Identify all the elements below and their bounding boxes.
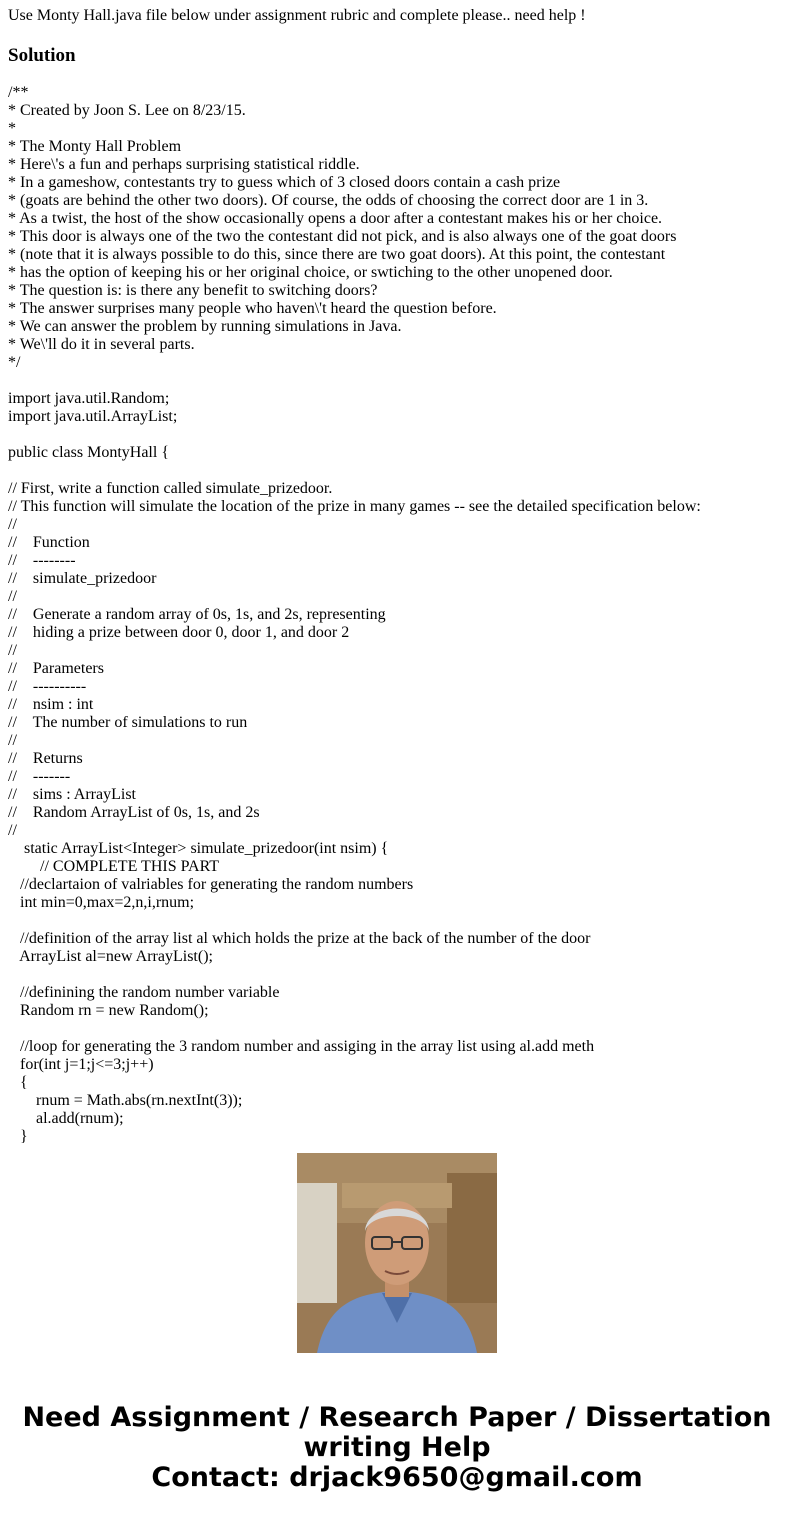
code-line: { xyxy=(8,1074,28,1091)
code-line: * Created by Joon S. Lee on 8/23/15. xyxy=(8,102,246,119)
code-line: * The question is: is there any benefit to switching doors? xyxy=(8,282,378,299)
question-text: Use Monty Hall.java file below under assignment rubric and complete please.. need help ! xyxy=(8,7,586,24)
code-line: * xyxy=(8,120,16,137)
code-line: * (note that it is always possible to do this, since there are two goat doors). At this point, the contestant xyxy=(8,246,666,263)
code-line: //declartaion of valriables for generating the random numbers xyxy=(8,876,414,893)
code-line: * We\'ll do it in several parts. xyxy=(8,336,195,353)
solution-heading: Solution xyxy=(8,45,76,66)
code-line xyxy=(8,462,788,480)
code-line: // ---------- xyxy=(8,678,87,695)
code-line: rnum = Math.abs(rn.nextInt(3)); xyxy=(8,1092,243,1109)
code-line: // xyxy=(8,516,17,533)
code-line: // Parameters xyxy=(8,660,104,677)
code-line: // Generate a random array of 0s, 1s, and 2s, representing xyxy=(8,606,386,623)
code-line xyxy=(8,966,788,984)
code-line: //definition of the array list al which holds the prize at the back of the number of the door xyxy=(8,930,591,947)
code-line: ArrayList al=new ArrayList(); xyxy=(8,948,213,965)
code-line: // Returns xyxy=(8,750,83,767)
code-line: } xyxy=(8,1128,28,1145)
promo-line-1: Need Assignment / Research Paper / Dissertation xyxy=(22,1402,772,1433)
code-line: * Here\'s a fun and perhaps surprising statistical riddle. xyxy=(8,156,360,173)
code-line: import java.util.Random; xyxy=(8,390,170,407)
code-line: // Function xyxy=(8,534,90,551)
code-line: * has the option of keeping his or her original choice, or swtiching to the other unopened door. xyxy=(8,264,613,281)
code-line: // -------- xyxy=(8,552,76,569)
code-line: Random rn = new Random(); xyxy=(8,1002,209,1019)
code-line: * The Monty Hall Problem xyxy=(8,138,182,155)
promo-banner xyxy=(0,1403,794,1493)
code-line: // hiding a prize between door 0, door 1, and door 2 xyxy=(8,624,350,641)
code-line: * We can answer the problem by running simulations in Java. xyxy=(8,318,402,335)
code-line: */ xyxy=(8,354,21,371)
code-line: al.add(rnum); xyxy=(8,1110,124,1127)
promo-line-2: writing Help xyxy=(303,1432,491,1463)
code-line: import java.util.ArrayList; xyxy=(8,408,178,425)
code-line: * In a gameshow, contestants try to guess which of 3 closed doors contain a cash prize xyxy=(8,174,561,191)
code-line xyxy=(8,1020,788,1038)
code-line: * This door is always one of the two the contestant did not pick, and is also always one of the goat doors xyxy=(8,228,677,245)
code-line: // sims : ArrayList xyxy=(8,786,136,803)
code-line: * (goats are behind the other two doors). Of course, the odds of choosing the correct door are 1 in 3. xyxy=(8,192,649,209)
code-line: int min=0,max=2,n,i,rnum; xyxy=(8,894,195,911)
code-line: * As a twist, the host of the show occasionally opens a door after a contestant makes his or her choice. xyxy=(8,210,663,227)
code-line: static ArrayList<Integer> simulate_prizedoor(int nsim) { xyxy=(8,840,389,857)
code-line xyxy=(8,426,788,444)
author-photo xyxy=(297,1153,497,1353)
code-line xyxy=(8,912,788,930)
code-line: // xyxy=(8,732,17,749)
code-line: // nsim : int xyxy=(8,696,94,713)
code-line: // ------- xyxy=(8,768,71,785)
code-line: /** xyxy=(8,84,29,101)
code-line: // xyxy=(8,822,17,839)
code-line: * The answer surprises many people who haven\'t heard the question before. xyxy=(8,300,497,317)
code-line: //loop for generating the 3 random number and assiging in the array list using al.add meth xyxy=(8,1038,595,1055)
code-line: // First, write a function called simulate_prizedoor. xyxy=(8,480,333,497)
code-line: // This function will simulate the location of the prize in many games -- see the detailed specification below: xyxy=(8,498,701,515)
code-line: // xyxy=(8,588,17,605)
code-line: // xyxy=(8,642,17,659)
code-line: //definining the random number variable xyxy=(8,984,280,1001)
code-line xyxy=(8,372,788,390)
code-line: for(int j=1;j<=3;j++) xyxy=(8,1056,154,1073)
code-line: // COMPLETE THIS PART xyxy=(8,858,220,875)
code-line: // simulate_prizedoor xyxy=(8,570,157,587)
promo-contact: Contact: drjack9650@gmail.com xyxy=(151,1462,643,1493)
code-line: // Random ArrayList of 0s, 1s, and 2s xyxy=(8,804,260,821)
code-block xyxy=(8,84,788,1145)
code-line: public class MontyHall { xyxy=(8,444,169,461)
code-line: // The number of simulations to run xyxy=(8,714,248,731)
